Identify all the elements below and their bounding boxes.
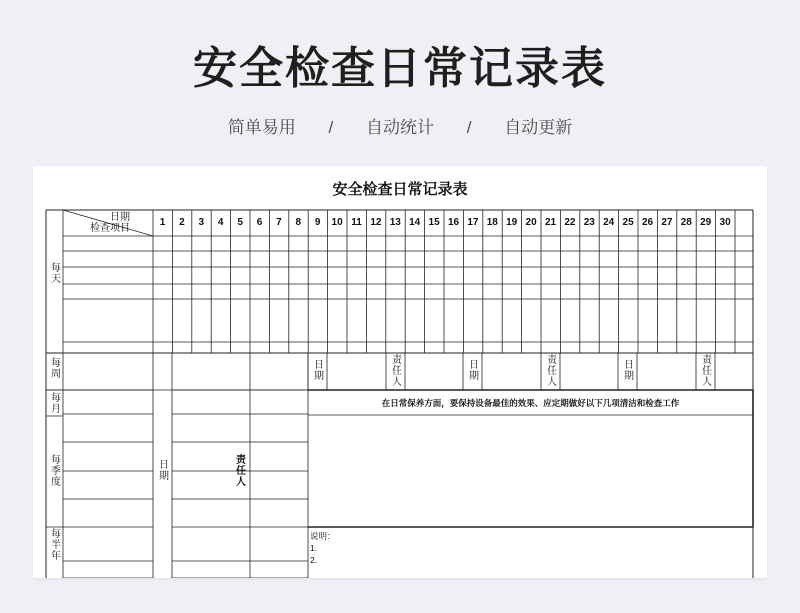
day-header-19: 19	[506, 217, 518, 228]
day-header-16: 16	[447, 217, 460, 228]
day-header-29: 29	[700, 217, 712, 228]
day-header-18: 18	[486, 217, 498, 228]
day-header-10: 10	[331, 217, 343, 228]
day-header-14: 14	[409, 217, 421, 228]
day-header-7: 7	[276, 217, 282, 228]
record-sheet	[33, 166, 767, 578]
row-label-daily: 每天	[51, 263, 61, 285]
day-header-6: 6	[256, 217, 263, 228]
subtitle-item-auto-update: 自动更新	[504, 118, 573, 137]
note-line-2: 2.	[310, 555, 318, 565]
weekly-date-label-1: 日期	[314, 360, 324, 382]
subtitle-item-easy: 简单易用	[227, 118, 296, 137]
day-header-2: 2	[179, 217, 185, 228]
row-label-halfyear: 每半年	[51, 529, 61, 562]
day-header-8: 8	[295, 217, 302, 228]
row-label-quarterly: 每季度	[51, 455, 61, 488]
maintenance-notice: 在日常保养方面，要保持设备最佳的效果、应定期做好以下几项清洁和检查工作	[381, 398, 680, 408]
responsible-column-label: 责任人	[236, 455, 246, 488]
day-header-3: 3	[198, 217, 205, 228]
day-header-4: 4	[217, 217, 224, 228]
weekly-responsible-label-3: 责任人	[702, 355, 712, 388]
day-header-24: 24	[603, 217, 615, 228]
row-label-monthly: 每月	[51, 393, 61, 415]
notes-section	[310, 530, 336, 566]
day-header-27: 27	[661, 217, 673, 228]
day-header-21: 21	[544, 217, 557, 228]
day-header-1: 1	[159, 217, 166, 228]
subtitle	[0, 113, 800, 138]
subtitle-separator: /	[328, 118, 334, 137]
day-header-12: 12	[370, 217, 382, 228]
day-header-22: 22	[564, 217, 576, 228]
weekly-date-label-2: 日期	[469, 360, 479, 382]
diagonal-date-label: 日期	[110, 212, 130, 223]
page-title: 安全检查日常记录表	[193, 44, 607, 93]
day-header-28: 28	[680, 217, 692, 228]
note-line-1: 1.	[310, 543, 318, 553]
sheet-title: 安全检查日常记录表	[332, 181, 468, 198]
diagonal-item-label: 检查项目	[90, 223, 130, 234]
row-label-weekly: 每周	[51, 358, 61, 380]
weekly-responsible-label-1: 责任人	[392, 355, 402, 388]
day-header-13: 13	[389, 217, 401, 228]
day-header-5: 5	[237, 217, 243, 228]
day-header-17: 17	[467, 217, 479, 228]
weekly-responsible-label-2: 责任人	[547, 355, 557, 388]
day-header-11: 11	[351, 217, 362, 228]
day-header-25: 25	[622, 217, 634, 228]
day-header-23: 23	[583, 217, 595, 228]
weekly-date-label-3: 日期	[624, 360, 634, 382]
day-header-15: 15	[428, 217, 440, 228]
date-column-label: 日期	[159, 460, 169, 482]
day-header-20: 20	[525, 217, 537, 228]
notes-title: 说明：	[310, 531, 336, 541]
day-header-26: 26	[641, 217, 654, 228]
subtitle-separator: /	[466, 118, 472, 137]
day-header-9: 9	[314, 217, 321, 228]
subtitle-item-auto-stat: 自动统计	[366, 118, 434, 137]
day-header-30: 30	[719, 217, 731, 228]
